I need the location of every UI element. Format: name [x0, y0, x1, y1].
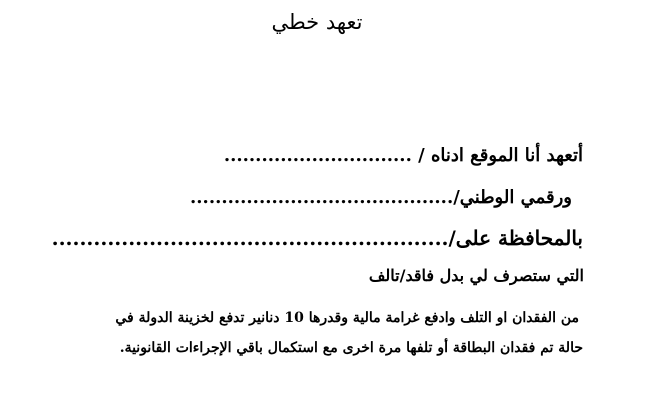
document-title: تعهد خطي — [271, 10, 363, 34]
fine-clause-line: من الفقدان او التلف وادفع غرامة مالية وقدرها 10 دنانير تدفع لخزينة الدولة في — [115, 310, 579, 326]
preservation-line: بالمحافظة على/......................................................... — [51, 226, 583, 250]
legal-procedures-line: حالة تم فقدان البطاقة أو تلفها مرة اخرى مع استكمال باقي الإجراءات القانونية. — [119, 340, 583, 356]
signer-name-line: أتعهد أنا الموقع ادناه / .............................. — [223, 145, 583, 166]
replacement-card-line: التي ستصرف لي بدل فاقد/تالف — [368, 266, 584, 285]
national-id-line: ورقمي الوطني/.......................................... — [190, 187, 572, 208]
